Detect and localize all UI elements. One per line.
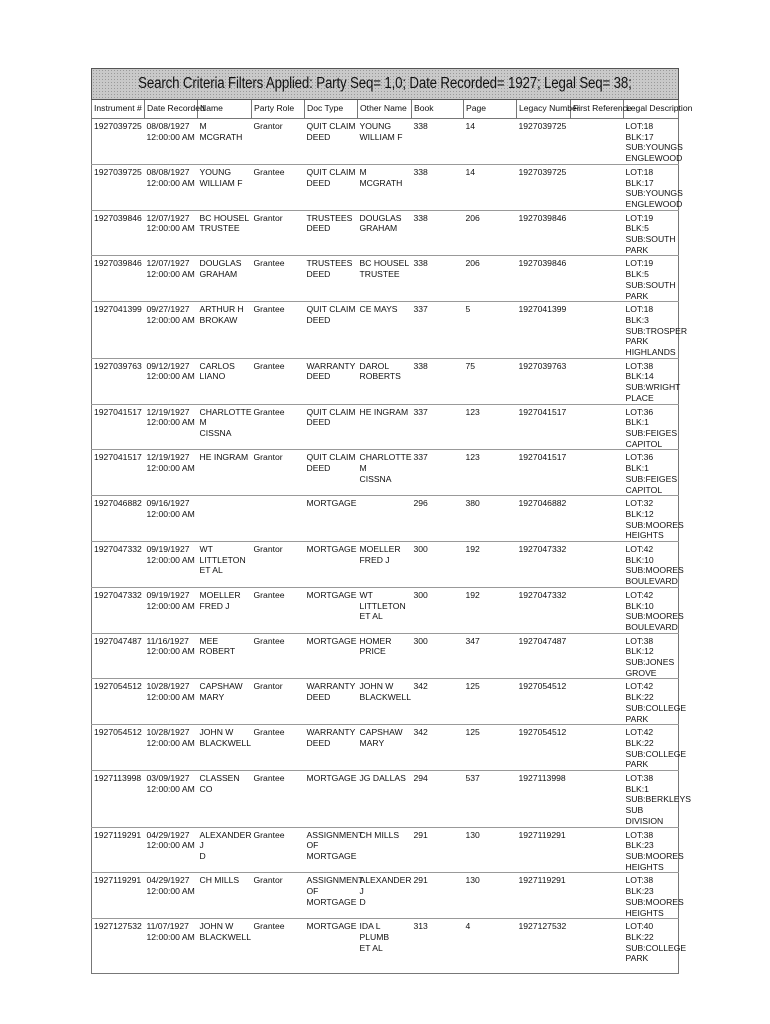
cell-legacy-number: 1927119291	[517, 827, 571, 873]
cell-other-name: MOELLER FRED J	[358, 542, 412, 588]
cell-doc-type: WARRANTY DEED	[305, 679, 358, 725]
cell-doc-type: ASSIGNMENT OF MORTGAGE	[305, 827, 358, 873]
table-row	[92, 358, 679, 404]
cell-legal-description: LOT:38 BLK:1 SUB:BERKLEYS SUB DIVISION	[624, 771, 679, 828]
table-row	[92, 587, 679, 633]
cell-date-recorded: 10/28/1927 12:00:00 AM	[145, 725, 198, 771]
cell-other-name: CAPSHAW MARY	[358, 725, 412, 771]
results-table	[91, 100, 693, 974]
table-row	[92, 827, 679, 873]
cell-legal-description: LOT:19 BLK:5 SUB:SOUTH PARK	[624, 256, 679, 302]
cell-other-name: JOHN W BLACKWELL	[358, 679, 412, 725]
cell-legal-description: LOT:36 BLK:1 SUB:FEIGES CAPITOL	[624, 450, 679, 496]
cell-first-reference	[571, 404, 624, 450]
cell-legal-description: LOT:19 BLK:5 SUB:SOUTH PARK	[624, 210, 679, 256]
cell-legacy-number: 1927046882	[517, 496, 571, 542]
cell-legacy-number: 1927039846	[517, 210, 571, 256]
cell-name: CAPSHAW MARY	[198, 679, 252, 725]
cell-party-role	[252, 496, 305, 542]
cell-first-reference	[571, 919, 624, 974]
cell-book: 291	[412, 873, 464, 919]
cell-other-name: HE INGRAM	[358, 404, 412, 450]
cell-name: M MCGRATH	[198, 119, 252, 165]
cell-first-reference	[571, 210, 624, 256]
cell-book: 300	[412, 633, 464, 679]
table-row	[92, 771, 679, 828]
col-header-legal-description: Legal Description	[624, 100, 679, 119]
cell-date-recorded: 11/07/1927 12:00:00 AM	[145, 919, 198, 974]
cell-page: 4	[464, 919, 517, 974]
col-header-first-reference: First Reference	[571, 100, 624, 119]
cell-first-reference	[571, 827, 624, 873]
cell-first-reference	[571, 256, 624, 302]
cell-first-reference	[571, 725, 624, 771]
table-row	[92, 633, 679, 679]
cell-instrument: 1927054512	[92, 725, 145, 771]
cell-name: CLASSEN CO	[198, 771, 252, 828]
cell-date-recorded: 12/19/1927 12:00:00 AM	[145, 404, 198, 450]
cell-instrument: 1927047487	[92, 633, 145, 679]
cell-book: 342	[412, 679, 464, 725]
cell-legacy-number: 1927039725	[517, 119, 571, 165]
cell-doc-type: QUIT CLAIM DEED	[305, 119, 358, 165]
cell-legal-description: LOT:38 BLK:23 SUB:MOORES HEIGHTS	[624, 827, 679, 873]
cell-page: 380	[464, 496, 517, 542]
table-row	[92, 679, 679, 725]
cell-first-reference	[571, 542, 624, 588]
cell-other-name: CH MILLS	[358, 827, 412, 873]
cell-date-recorded: 10/28/1927 12:00:00 AM	[145, 679, 198, 725]
cell-legacy-number: 1927039725	[517, 164, 571, 210]
cell-date-recorded: 09/19/1927 12:00:00 AM	[145, 587, 198, 633]
cell-party-role: Grantee	[252, 302, 305, 359]
cell-legal-description: LOT:38 BLK:14 SUB:WRIGHT PLACE	[624, 358, 679, 404]
cell-instrument: 1927039725	[92, 164, 145, 210]
cell-instrument: 1927119291	[92, 873, 145, 919]
cell-legal-description: LOT:18 BLK:17 SUB:YOUNGS ENGLEWOOD	[624, 164, 679, 210]
cell-legal-description: LOT:38 BLK:12 SUB:JONES GROVE	[624, 633, 679, 679]
col-header-legacy-number: Legacy Number	[517, 100, 571, 119]
table-row	[92, 210, 679, 256]
col-header-party-role: Party Role	[252, 100, 305, 119]
cell-legal-description: LOT:40 BLK:22 SUB:COLLEGE PARK	[624, 919, 679, 974]
cell-first-reference	[571, 496, 624, 542]
cell-legacy-number: 1927041517	[517, 450, 571, 496]
cell-doc-type: MORTGAGE	[305, 919, 358, 974]
col-header-instrument: Instrument #	[92, 100, 145, 119]
cell-page: 75	[464, 358, 517, 404]
cell-legal-description: LOT:42 BLK:22 SUB:COLLEGE PARK	[624, 725, 679, 771]
cell-page: 125	[464, 725, 517, 771]
cell-date-recorded: 12/07/1927 12:00:00 AM	[145, 256, 198, 302]
cell-name: MOELLER FRED J	[198, 587, 252, 633]
cell-doc-type: TRUSTEES DEED	[305, 256, 358, 302]
cell-book: 313	[412, 919, 464, 974]
cell-instrument: 1927127532	[92, 919, 145, 974]
cell-party-role: Grantee	[252, 919, 305, 974]
cell-first-reference	[571, 771, 624, 828]
cell-book: 338	[412, 119, 464, 165]
cell-legal-description: LOT:42 BLK:10 SUB:MOORES BOULEVARD	[624, 587, 679, 633]
cell-name: WT LITTLETON ET AL	[198, 542, 252, 588]
cell-doc-type: MORTGAGE	[305, 587, 358, 633]
results-body	[92, 119, 691, 974]
col-header-doc-type: Doc Type	[305, 100, 358, 119]
cell-party-role: Grantee	[252, 164, 305, 210]
table-row	[92, 873, 679, 919]
cell-legacy-number: 1927054512	[517, 725, 571, 771]
cell-date-recorded: 12/19/1927 12:00:00 AM	[145, 450, 198, 496]
cell-instrument: 1927054512	[92, 679, 145, 725]
cell-name: ALEXANDER J D	[198, 827, 252, 873]
cell-book: 337	[412, 302, 464, 359]
cell-party-role: Grantee	[252, 725, 305, 771]
cell-date-recorded: 12/07/1927 12:00:00 AM	[145, 210, 198, 256]
cell-other-name: DAROL ROBERTS	[358, 358, 412, 404]
cell-page: 14	[464, 164, 517, 210]
cell-instrument: 1927039725	[92, 119, 145, 165]
cell-party-role: Grantee	[252, 587, 305, 633]
cell-legacy-number: 1927039763	[517, 358, 571, 404]
col-header-name: Name	[198, 100, 252, 119]
cell-name: CH MILLS	[198, 873, 252, 919]
cell-date-recorded: 08/08/1927 12:00:00 AM	[145, 164, 198, 210]
cell-doc-type: ASSIGNMENT OF MORTGAGE	[305, 873, 358, 919]
cell-page: 14	[464, 119, 517, 165]
cell-name: CARLOS LIANO	[198, 358, 252, 404]
cell-doc-type: QUIT CLAIM DEED	[305, 302, 358, 359]
col-header-page: Page	[464, 100, 517, 119]
table-row	[92, 919, 679, 974]
cell-instrument: 1927041517	[92, 450, 145, 496]
cell-book: 337	[412, 404, 464, 450]
cell-party-role: Grantor	[252, 542, 305, 588]
cell-doc-type: MORTGAGE	[305, 542, 358, 588]
cell-date-recorded: 04/29/1927 12:00:00 AM	[145, 873, 198, 919]
cell-name: HE INGRAM	[198, 450, 252, 496]
cell-doc-type: QUIT CLAIM DEED	[305, 450, 358, 496]
cell-book: 342	[412, 725, 464, 771]
cell-book: 296	[412, 496, 464, 542]
cell-book: 337	[412, 450, 464, 496]
cell-party-role: Grantee	[252, 358, 305, 404]
cell-doc-type: MORTGAGE	[305, 496, 358, 542]
table-row	[92, 256, 679, 302]
table-row	[92, 542, 679, 588]
cell-instrument: 1927047332	[92, 587, 145, 633]
cell-other-name: HOMER PRICE	[358, 633, 412, 679]
cell-page: 130	[464, 873, 517, 919]
cell-other-name: DOUGLAS GRAHAM	[358, 210, 412, 256]
cell-first-reference	[571, 119, 624, 165]
cell-legacy-number: 1927113998	[517, 771, 571, 828]
cell-party-role: Grantor	[252, 210, 305, 256]
col-header-other-name: Other Name	[358, 100, 412, 119]
cell-party-role: Grantor	[252, 119, 305, 165]
table-row	[92, 302, 679, 359]
cell-legal-description: LOT:42 BLK:10 SUB:MOORES BOULEVARD	[624, 542, 679, 588]
cell-name: CHARLOTTE M CISSNA	[198, 404, 252, 450]
cell-party-role: Grantor	[252, 873, 305, 919]
cell-date-recorded: 09/16/1927 12:00:00 AM	[145, 496, 198, 542]
cell-instrument: 1927046882	[92, 496, 145, 542]
cell-other-name: JG DALLAS	[358, 771, 412, 828]
cell-other-name: CE MAYS	[358, 302, 412, 359]
cell-other-name: ALEXANDER J D	[358, 873, 412, 919]
cell-date-recorded: 11/16/1927 12:00:00 AM	[145, 633, 198, 679]
cell-legacy-number: 1927041517	[517, 404, 571, 450]
cell-name: JOHN W BLACKWELL	[198, 725, 252, 771]
table-row	[92, 450, 679, 496]
cell-page: 537	[464, 771, 517, 828]
cell-legal-description: LOT:38 BLK:23 SUB:MOORES HEIGHTS	[624, 873, 679, 919]
cell-page: 5	[464, 302, 517, 359]
cell-page: 192	[464, 542, 517, 588]
cell-legacy-number: 1927054512	[517, 679, 571, 725]
cell-legacy-number: 1927047487	[517, 633, 571, 679]
cell-page: 130	[464, 827, 517, 873]
cell-book: 338	[412, 164, 464, 210]
cell-instrument: 1927041399	[92, 302, 145, 359]
cell-party-role: Grantee	[252, 827, 305, 873]
cell-first-reference	[571, 587, 624, 633]
cell-book: 338	[412, 256, 464, 302]
cell-instrument: 1927113998	[92, 771, 145, 828]
cell-legacy-number: 1927047332	[517, 542, 571, 588]
table-row	[92, 496, 679, 542]
cell-page: 123	[464, 450, 517, 496]
cell-doc-type: MORTGAGE	[305, 771, 358, 828]
cell-other-name: WT LITTLETON ET AL	[358, 587, 412, 633]
cell-other-name: CHARLOTTE M CISSNA	[358, 450, 412, 496]
cell-doc-type: QUIT CLAIM DEED	[305, 164, 358, 210]
search-criteria-title	[91, 68, 679, 100]
cell-date-recorded: 04/29/1927 12:00:00 AM	[145, 827, 198, 873]
cell-doc-type: QUIT CLAIM DEED	[305, 404, 358, 450]
cell-doc-type: WARRANTY DEED	[305, 358, 358, 404]
col-header-book: Book	[412, 100, 464, 119]
cell-page: 125	[464, 679, 517, 725]
cell-instrument: 1927119291	[92, 827, 145, 873]
cell-other-name: YOUNG WILLIAM F	[358, 119, 412, 165]
cell-date-recorded: 09/19/1927 12:00:00 AM	[145, 542, 198, 588]
cell-party-role: Grantee	[252, 771, 305, 828]
cell-book: 300	[412, 542, 464, 588]
cell-name: JOHN W BLACKWELL	[198, 919, 252, 974]
cell-other-name	[358, 496, 412, 542]
cell-book: 338	[412, 358, 464, 404]
cell-instrument: 1927039763	[92, 358, 145, 404]
search-criteria-text: Search Criteria Filters Applied: Party Seq= 1,0; Date Recorded= 1927; Legal Seq= 38;	[138, 75, 632, 92]
cell-date-recorded: 08/08/1927 12:00:00 AM	[145, 119, 198, 165]
cell-other-name: IDA L PLUMB ET AL	[358, 919, 412, 974]
cell-page: 347	[464, 633, 517, 679]
cell-date-recorded: 09/27/1927 12:00:00 AM	[145, 302, 198, 359]
header-row	[92, 100, 679, 119]
cell-party-role: Grantee	[252, 256, 305, 302]
cell-book: 300	[412, 587, 464, 633]
cell-page: 123	[464, 404, 517, 450]
cell-date-recorded: 09/12/1927 12:00:00 AM	[145, 358, 198, 404]
table-row	[92, 164, 679, 210]
cell-doc-type: MORTGAGE	[305, 633, 358, 679]
cell-first-reference	[571, 164, 624, 210]
cell-book: 294	[412, 771, 464, 828]
cell-party-role: Grantor	[252, 679, 305, 725]
cell-doc-type: WARRANTY DEED	[305, 725, 358, 771]
search-results-sheet	[91, 68, 693, 974]
cell-first-reference	[571, 450, 624, 496]
table-row	[92, 404, 679, 450]
cell-instrument: 1927041517	[92, 404, 145, 450]
col-header-date-recorded: Date Recorded	[145, 100, 198, 119]
cell-book: 291	[412, 827, 464, 873]
cell-legal-description: LOT:18 BLK:17 SUB:YOUNGS ENGLEWOOD	[624, 119, 679, 165]
cell-first-reference	[571, 358, 624, 404]
cell-party-role: Grantee	[252, 404, 305, 450]
cell-legacy-number: 1927127532	[517, 919, 571, 974]
cell-name: DOUGLAS GRAHAM	[198, 256, 252, 302]
cell-instrument: 1927039846	[92, 256, 145, 302]
table-row	[92, 725, 679, 771]
cell-first-reference	[571, 873, 624, 919]
cell-name: MEE ROBERT	[198, 633, 252, 679]
cell-legacy-number: 1927119291	[517, 873, 571, 919]
cell-name: YOUNG WILLIAM F	[198, 164, 252, 210]
cell-legacy-number: 1927047332	[517, 587, 571, 633]
cell-page: 192	[464, 587, 517, 633]
cell-legacy-number: 1927041399	[517, 302, 571, 359]
cell-page: 206	[464, 256, 517, 302]
cell-legal-description: LOT:32 BLK:12 SUB:MOORES HEIGHTS	[624, 496, 679, 542]
cell-legal-description: LOT:18 BLK:3 SUB:TROSPER PARK HIGHLANDS	[624, 302, 679, 359]
cell-instrument: 1927047332	[92, 542, 145, 588]
cell-instrument: 1927039846	[92, 210, 145, 256]
cell-party-role: Grantee	[252, 633, 305, 679]
cell-other-name: M MCGRATH	[358, 164, 412, 210]
cell-date-recorded: 03/09/1927 12:00:00 AM	[145, 771, 198, 828]
cell-book: 338	[412, 210, 464, 256]
cell-name: BC HOUSEL TRUSTEE	[198, 210, 252, 256]
cell-first-reference	[571, 302, 624, 359]
cell-name: ARTHUR H BROKAW	[198, 302, 252, 359]
cell-first-reference	[571, 633, 624, 679]
cell-legal-description: LOT:36 BLK:1 SUB:FEIGES CAPITOL	[624, 404, 679, 450]
cell-legacy-number: 1927039846	[517, 256, 571, 302]
cell-party-role: Grantor	[252, 450, 305, 496]
cell-legal-description: LOT:42 BLK:22 SUB:COLLEGE PARK	[624, 679, 679, 725]
cell-name	[198, 496, 252, 542]
cell-doc-type: TRUSTEES DEED	[305, 210, 358, 256]
cell-page: 206	[464, 210, 517, 256]
table-row	[92, 119, 679, 165]
cell-first-reference	[571, 679, 624, 725]
cell-other-name: BC HOUSEL TRUSTEE	[358, 256, 412, 302]
